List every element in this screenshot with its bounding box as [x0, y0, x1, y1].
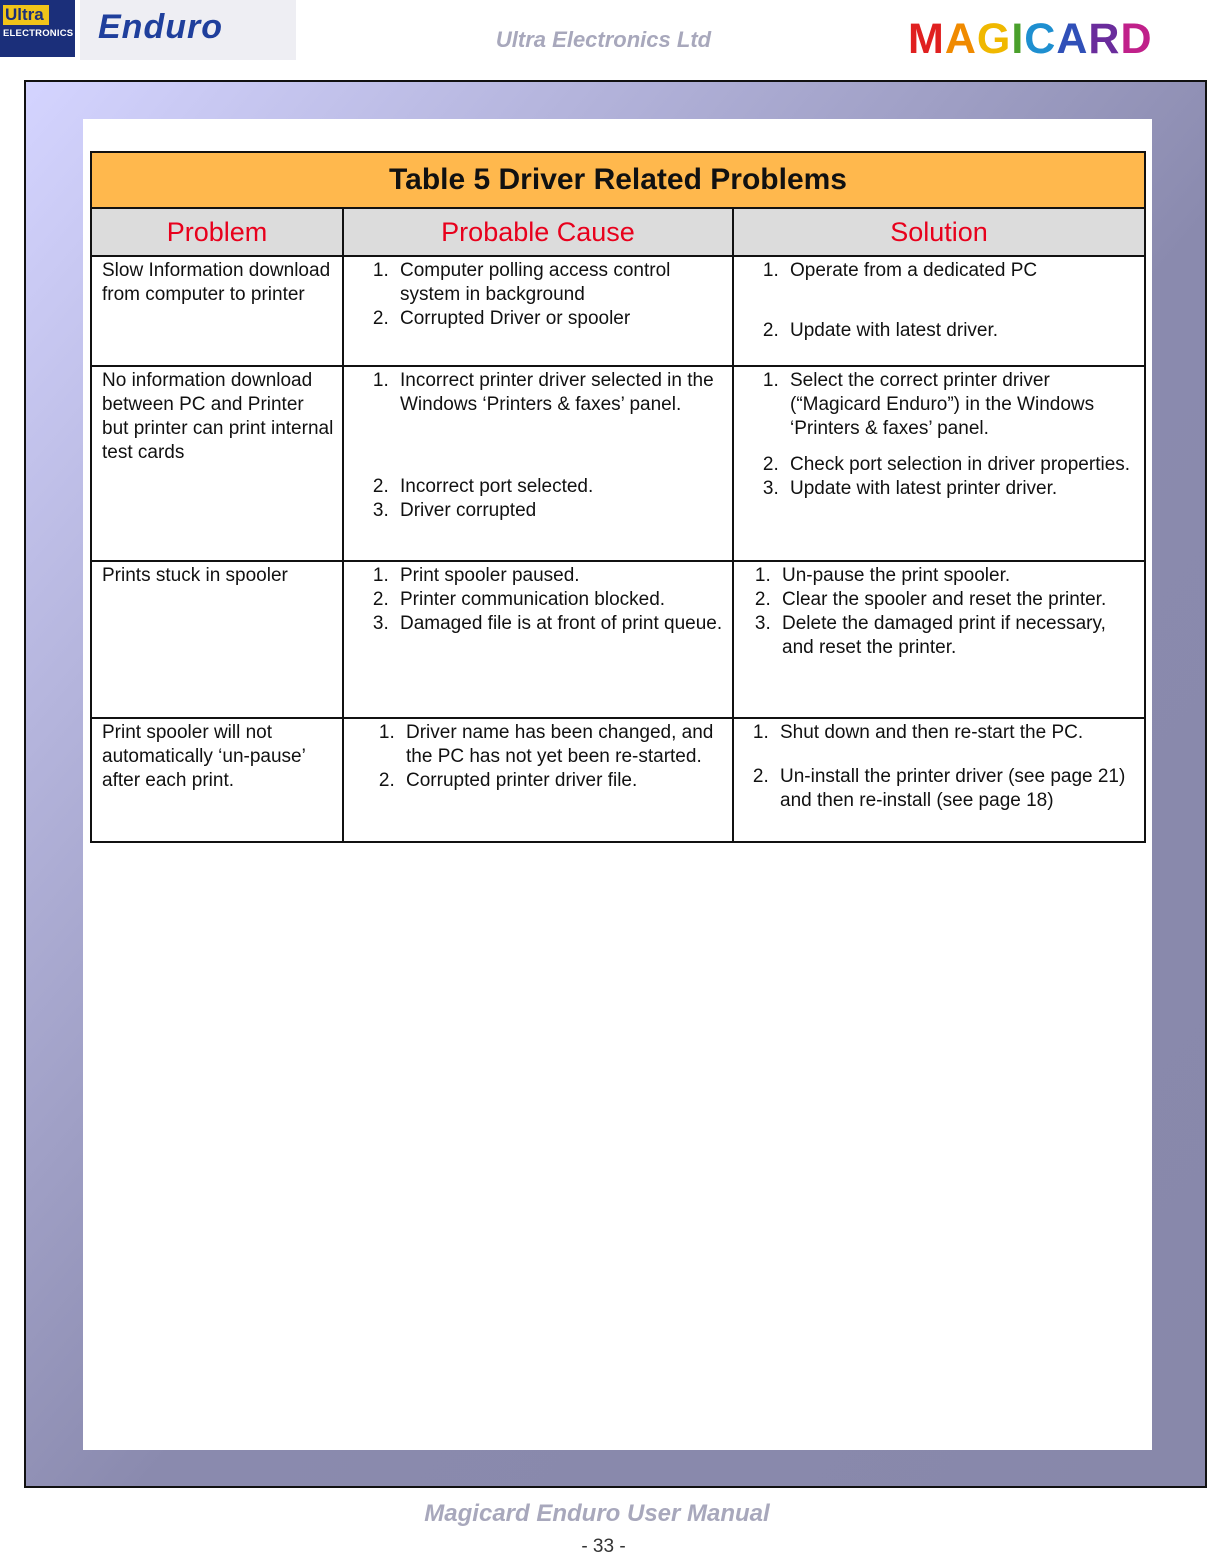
list-item: 1. Driver name has been changed, and the PC has not yet been re-started.: [400, 721, 724, 769]
list-item: 3. Driver corrupted: [394, 499, 724, 523]
solution-cell: [733, 561, 1145, 718]
problem-cell: Slow Information download from computer to printer: [91, 256, 343, 366]
content-panel: [83, 119, 1152, 1450]
list-item: 2. Clear the spooler and reset the printer.: [776, 588, 1136, 612]
table-row: [91, 718, 1145, 842]
list-item: 3. Update with latest printer driver.: [784, 477, 1136, 501]
cause-cell: [343, 561, 733, 718]
list-item: 3. Delete the damaged print if necessary, and reset the printer.: [776, 612, 1136, 660]
table-row: [91, 561, 1145, 718]
list-item: 2. Incorrect port selected.: [394, 475, 724, 499]
footer-manual-title: Magicard Enduro User Manual: [424, 1500, 770, 1527]
problem-cell: Prints stuck in spooler: [91, 561, 343, 718]
cause-cell: [343, 718, 733, 842]
table-title: Table 5 Driver Related Problems: [91, 152, 1145, 208]
cause-cell: [343, 256, 733, 366]
magicard-logo-letter: D: [1120, 15, 1153, 63]
magicard-logo-letter: R: [1088, 15, 1121, 63]
list-item: 1. Print spooler paused.: [394, 564, 724, 588]
list-item: 1. Operate from a dedicated PC: [784, 259, 1136, 283]
driver-problems-table: [90, 151, 1146, 843]
page-frame: [24, 80, 1207, 1488]
column-header-problem: Problem: [91, 208, 343, 256]
list-item: 2. Corrupted printer driver file.: [400, 769, 724, 793]
magicard-logo-letter: I: [1011, 15, 1025, 63]
header-company-name: Ultra Electronics Ltd: [495, 27, 712, 52]
list-item: 2. Check port selection in driver properties.: [784, 453, 1136, 477]
problem-cell: Print spooler will not automatically ‘un-pause’ after each print.: [91, 718, 343, 842]
list-item: 1. Computer polling access control system in background: [394, 259, 724, 307]
cause-cell: [343, 366, 733, 561]
list-item: 2. Update with latest driver.: [784, 319, 1136, 343]
list-item: 1. Un-pause the print spooler.: [776, 564, 1136, 588]
enduro-logo-text: Enduro: [98, 8, 223, 46]
list-item: 2. Corrupted Driver or spooler: [394, 307, 724, 331]
solution-cell: [733, 366, 1145, 561]
page-number: - 33 -: [581, 1536, 626, 1557]
magicard-logo: [908, 14, 1153, 64]
column-header-cause: Probable Cause: [343, 208, 733, 256]
ultra-logo-bottom: ELECTRONICS: [3, 28, 74, 39]
list-item: 2. Un-install the printer driver (see page 21) and then re-install (see page 18): [774, 765, 1136, 813]
solution-cell: [733, 256, 1145, 366]
ultra-logo-top: Ultra: [3, 5, 49, 25]
magicard-logo-letter: G: [976, 15, 1012, 63]
magicard-logo-letter: A: [1056, 15, 1089, 63]
table-row: [91, 256, 1145, 366]
list-item: 1. Select the correct printer driver (“Magicard Enduro”) in the Windows ‘Printers & faxes’ panel.: [784, 369, 1136, 441]
solution-cell: [733, 718, 1145, 842]
list-item: 1. Incorrect printer driver selected in the Windows ‘Printers & faxes’ panel.: [394, 369, 724, 417]
list-item: 2. Printer communication blocked.: [394, 588, 724, 612]
list-item: 3. Damaged file is at front of print queue.: [394, 612, 724, 636]
magicard-logo-letter: A: [944, 15, 977, 63]
list-item: 1. Shut down and then re-start the PC.: [774, 721, 1136, 745]
magicard-logo-letter: M: [908, 15, 945, 63]
column-header-solution: Solution: [733, 208, 1145, 256]
problem-cell: No information download between PC and Printer but printer can print internal test cards: [91, 366, 343, 561]
magicard-logo-letter: C: [1024, 15, 1057, 63]
table-row: [91, 366, 1145, 561]
